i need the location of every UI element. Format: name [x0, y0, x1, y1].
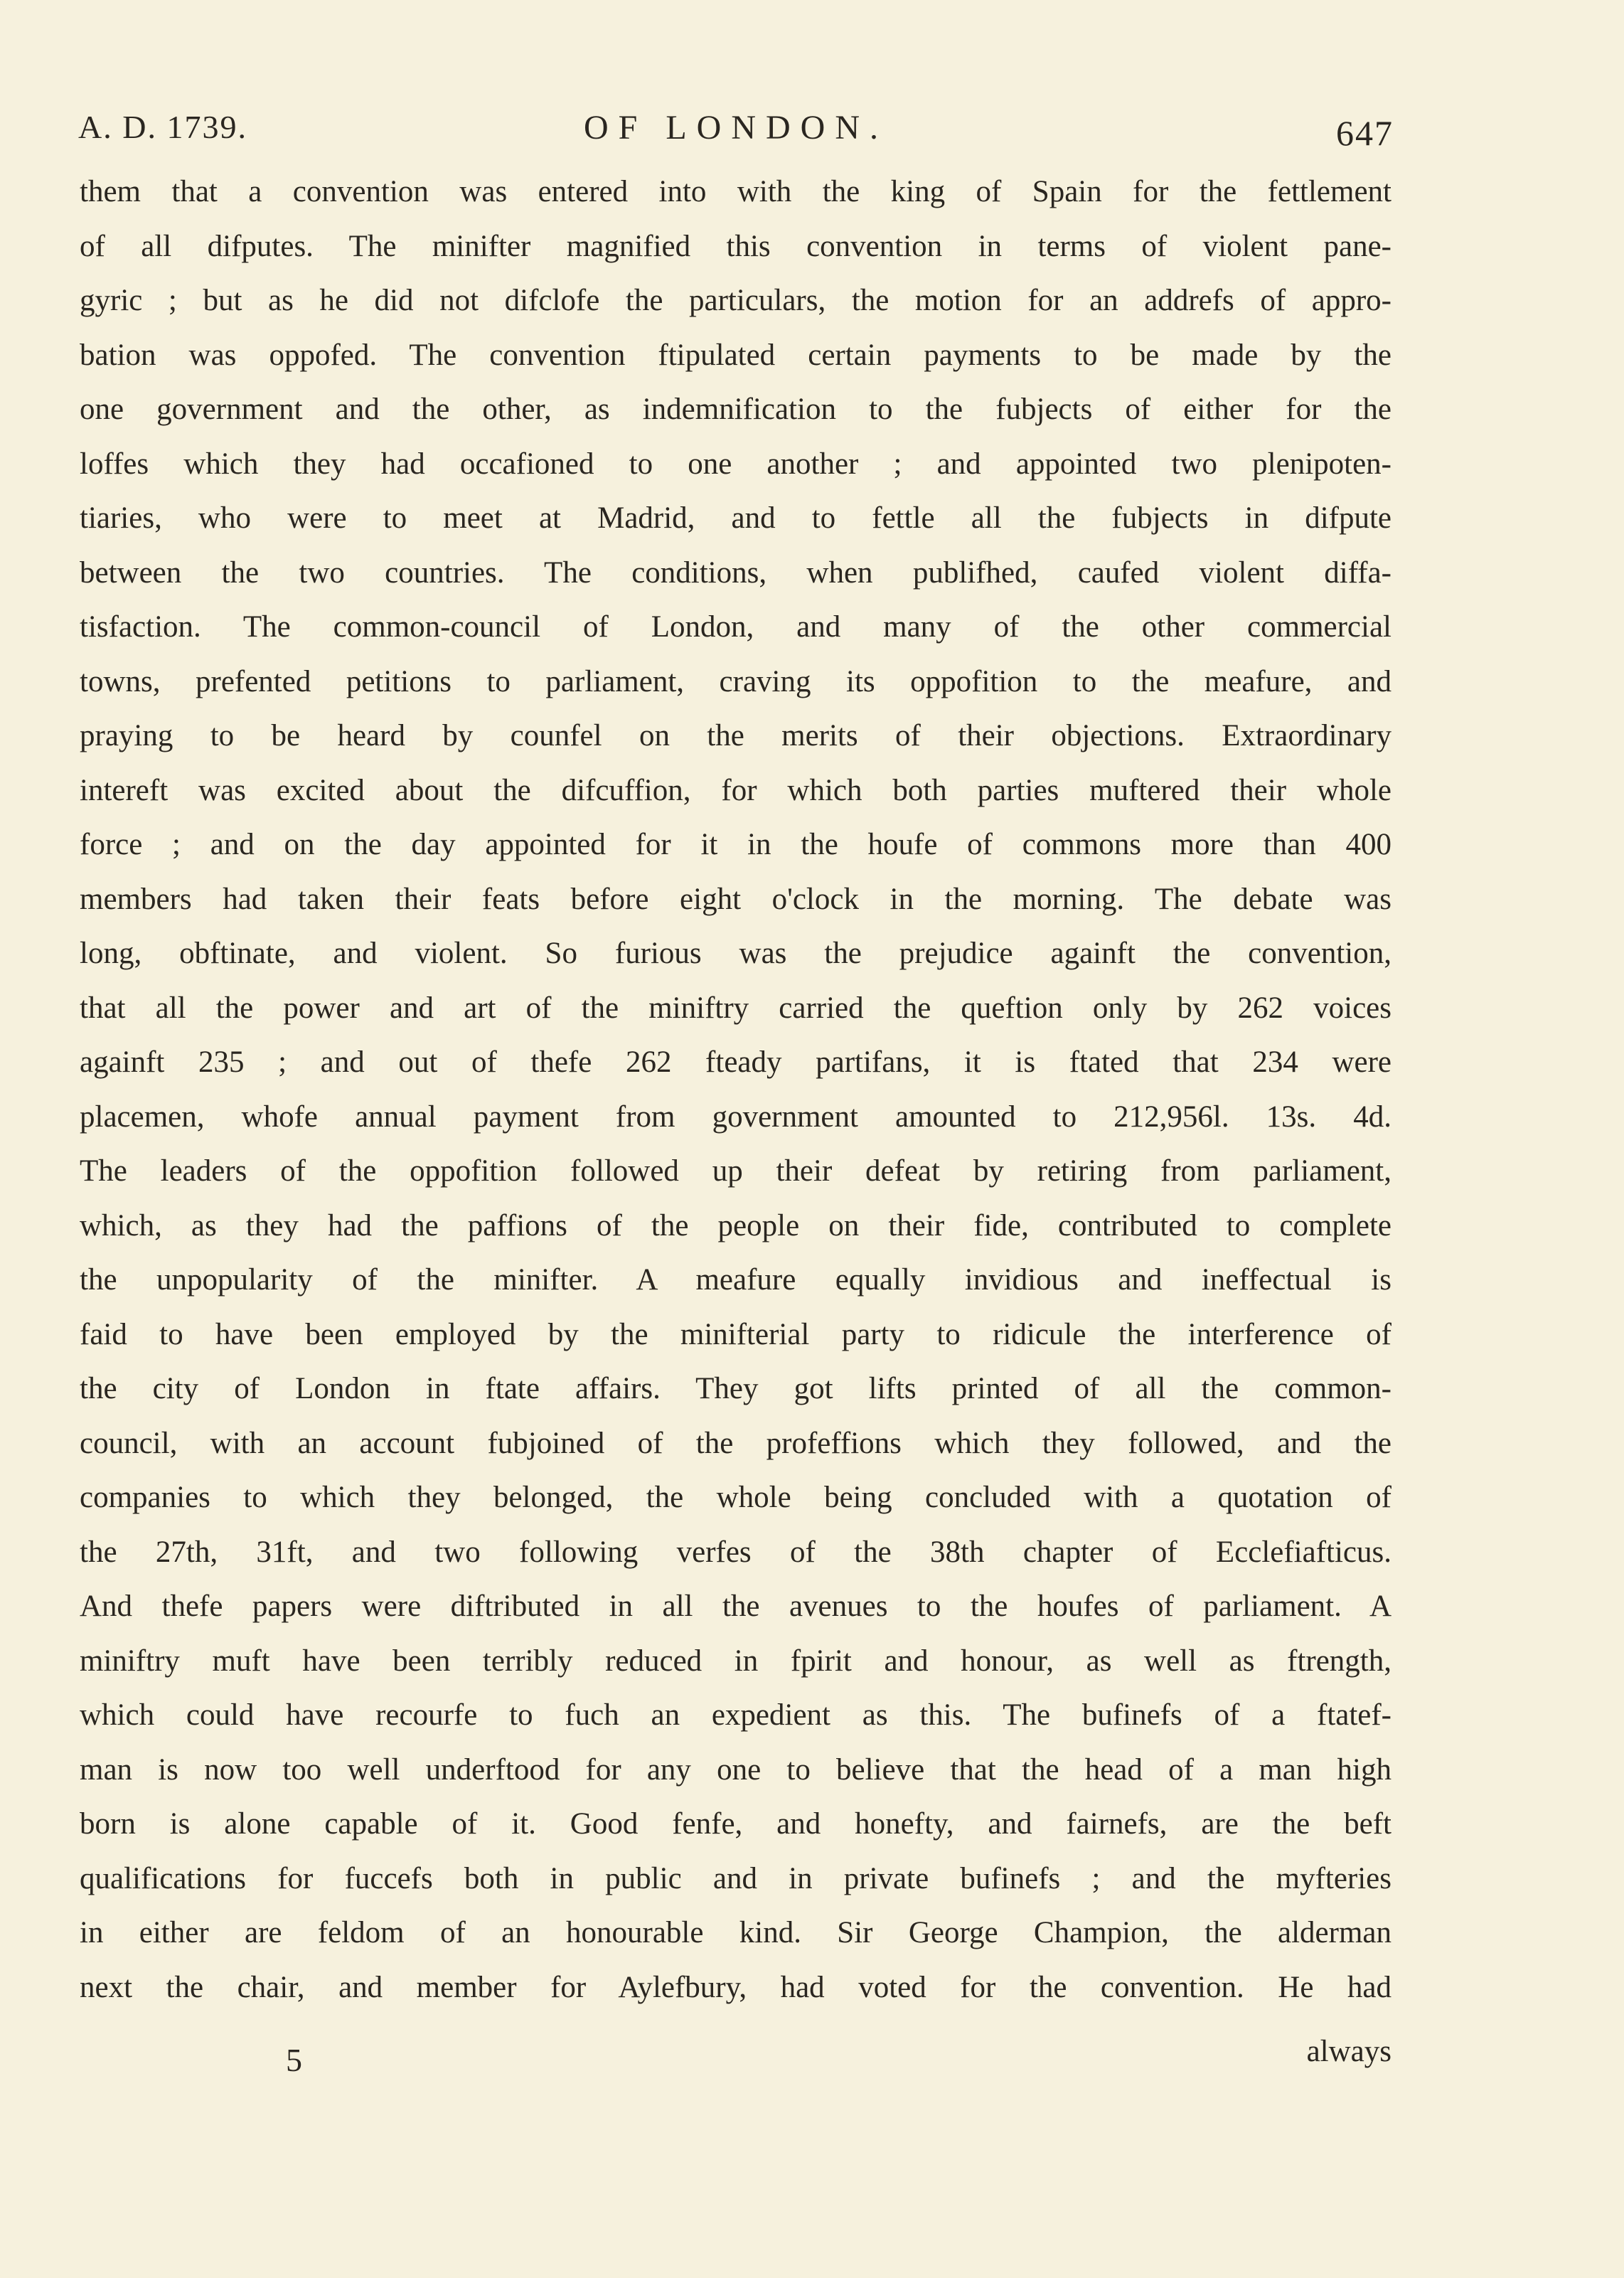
- page-number: 647: [1336, 113, 1394, 153]
- catchword: always: [1306, 2035, 1391, 2068]
- text-line: gyric ; but as he did not difclofe the particulars, the motion for an addrefs of appro-: [80, 284, 1391, 317]
- text-line: tisfaction. The common-council of London, and many of the other commercial: [80, 610, 1391, 644]
- text-line: againft 235 ; and out of thefe 262 fteady partifans, it is ftated that 234 were: [80, 1045, 1391, 1079]
- header-title: OF LONDON.: [584, 109, 888, 147]
- signature-mark: 5: [286, 2042, 302, 2078]
- header-date: A. D. 1739.: [78, 109, 247, 145]
- text-line: of all difputes. The minifter magnified this convention in terms of violent pane-: [80, 229, 1391, 263]
- text-line: that all the power and art of the miniftry carried the queftion only by 262 voices: [80, 991, 1391, 1025]
- text-line: in either are feldom of an honourable kind. Sir George Champion, the alderman: [80, 1916, 1391, 1949]
- text-line: which, as they had the paffions of the people on their fide, contributed to complete: [80, 1208, 1391, 1242]
- text-line: members had taken their feats before eight o'clock in the morning. The debate was: [80, 882, 1391, 916]
- text-line: force ; and on the day appointed for it in the houfe of commons more than 400: [80, 828, 1391, 861]
- text-line: between the two countries. The conditions, when publifhed, caufed violent diffa-: [80, 555, 1391, 590]
- text-line: faid to have been employed by the minifterial party to ridicule the interference of: [80, 1317, 1391, 1351]
- body-text: [80, 165, 1391, 2015]
- text-line: miniftry muft have been terribly reduced in fpirit and honour, as well as ftrength,: [80, 1644, 1391, 1678]
- text-line: the 27th, 31ft, and two following verfes of the 38th chapter of Ecclefiafticus.: [80, 1535, 1391, 1569]
- page-footer: [80, 2034, 1391, 2091]
- text-line: companies to which they belonged, the whole being concluded with a quotation of: [80, 1481, 1391, 1514]
- text-line: which could have recourfe to fuch an expedient as this. The bufinefs of a ftatef-: [80, 1698, 1391, 1732]
- text-line: council, with an account fubjoined of the profeffions which they followed, and the: [80, 1426, 1391, 1460]
- text-line: towns, prefented petitions to parliament, craving its oppofition to the meafure, and: [80, 664, 1391, 698]
- text-line: intereft was excited about the difcuffion, for which both parties muftered their whole: [80, 773, 1391, 807]
- text-line: next the chair, and member for Aylefbury, had voted for the convention. He had: [80, 1970, 1391, 2004]
- text-line: qualifications for fuccefs both in public and in private bufinefs ; and the myfteries: [80, 1861, 1391, 1895]
- running-header: [78, 100, 1394, 153]
- text-line: praying to be heard by counfel on the merits of their objections. Extraordinary: [80, 719, 1391, 752]
- text-line: the unpopularity of the minifter. A meafure equally invidious and ineffectual is: [80, 1263, 1391, 1297]
- text-line: bation was oppofed. The convention ftipulated certain payments to be made by the: [80, 338, 1391, 372]
- text-line: loffes which they had occafioned to one another ; and appointed two plenipoten-: [80, 447, 1391, 481]
- text-line: them that a convention was entered into with the king of Spain for the fettlement: [80, 175, 1391, 208]
- text-line: placemen, whofe annual payment from government amounted to 212,956l. 13s. 4d.: [80, 1100, 1391, 1134]
- text-line: the city of London in ftate affairs. They got lifts printed of all the common-: [80, 1372, 1391, 1405]
- text-line: one government and the other, as indemnification to the fubjects of either for the: [80, 393, 1391, 426]
- text-line: tiaries, who were to meet at Madrid, and to fettle all the fubjects in difpute: [80, 501, 1391, 535]
- text-line: born is alone capable of it. Good fenfe, and honefty, and fairnefs, are the beft: [80, 1807, 1391, 1841]
- text-line: man is now too well underftood for any one to believe that the head of a man high: [80, 1752, 1391, 1787]
- text-line: And thefe papers were diftributed in all the avenues to the houfes of parliament. A: [80, 1590, 1391, 1623]
- text-line: long, obftinate, and violent. So furious was the prejudice againft the convention,: [80, 937, 1391, 970]
- text-line: The leaders of the oppofition followed up their defeat by retiring from parliament,: [80, 1154, 1391, 1188]
